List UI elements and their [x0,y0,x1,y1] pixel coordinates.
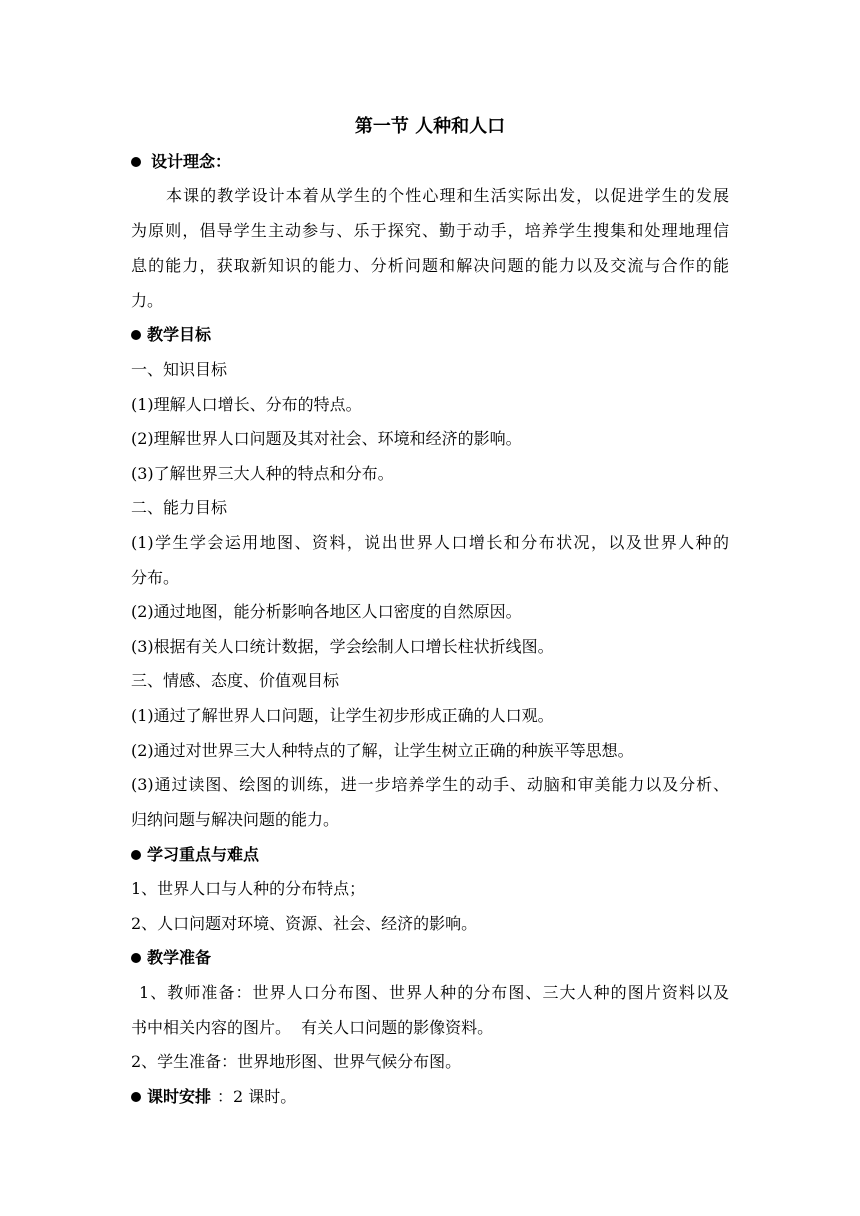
ability-goal-item: (2)通过地图，能分析影响各地区人口密度的自然原因。 [131,602,522,621]
emotion-goals-title: 三、情感、态度、价值观目标 [131,671,340,690]
emotion-goal-item: 归纳问题与解决问题的能力。 [131,810,340,829]
design-para-line: 为原则，倡导学生主动参与、乐于探究、勤于动手，培养学生搜集和处理地理信 [131,221,729,240]
keypoints-heading [131,845,259,865]
ability-goal-item: (1)学生学会运用地图、资料，说出世界人口增长和分布状况，以及世界人种的 [131,533,729,552]
emotion-goal-item: (1)通过了解世界人口问题，让学生初步形成正确的人口观。 [131,706,554,725]
keypoints-heading-text: 学习重点与难点 [147,845,260,864]
bullet-icon [131,850,141,860]
bullet-icon [131,1092,141,1102]
ability-goal-item: 分布。 [131,568,180,587]
design-heading [131,152,231,172]
prep-item: 1、教师准备：世界人口分布图、世界人种的分布图、三大人种的图片资料以及 [139,983,729,1002]
goals-heading-text: 教学目标 [147,325,212,344]
keypoint-item: 1、世界人口与人种的分布特点； [131,879,366,898]
ability-goal-item: (3)根据有关人口统计数据，学会绘制人口增长柱状折线图。 [131,637,554,656]
schedule-heading: 课时安排 [147,1087,212,1106]
prep-item: 书中相关内容的图片。 有关人口问题的影像资料。 [131,1018,494,1037]
design-para-line: 力。 [131,291,164,310]
bullet-icon [131,330,141,340]
knowledge-goal-item: (2)理解世界人口问题及其对社会、环境和经济的影响。 [131,429,522,448]
knowledge-goal-item: (1)理解人口增长、分布的特点。 [131,395,362,414]
keypoint-item: 2、人口问题对环境、资源、社会、经济的影响。 [131,914,478,933]
page-title: 第一节 人种和人口 [354,116,506,137]
knowledge-goals-title: 一、知识目标 [131,360,228,379]
bullet-icon [131,953,141,963]
bullet-icon [131,157,141,167]
prep-item: 2、学生准备：世界地形图、世界气候分布图。 [131,1052,462,1071]
design-heading-text: 设计理念： [151,152,232,171]
design-para-line: 息的能力，获取新知识的能力、分析问题和解决问题的能力以及交流与合作的能 [131,256,729,275]
knowledge-goal-item: (3)了解世界三大人种的特点和分布。 [131,464,394,483]
emotion-goal-item: (3)通过读图、绘图的训练，进一步培养学生的动手、动脑和审美能力以及分析、 [131,775,729,794]
schedule-line [131,1087,296,1107]
emotion-goal-item: (2)通过对世界三大人种特点的了解，让学生树立正确的种族平等思想。 [131,741,634,760]
design-para-line: 本课的教学设计本着从学生的个性心理和生活实际出发，以促进学生的发展 [166,186,729,205]
ability-goals-title: 二、能力目标 [131,498,228,517]
prep-heading-text: 教学准备 [147,948,212,967]
schedule-value: ：2 课时。 [217,1087,297,1106]
prep-heading [131,948,211,968]
goals-heading [131,325,211,345]
